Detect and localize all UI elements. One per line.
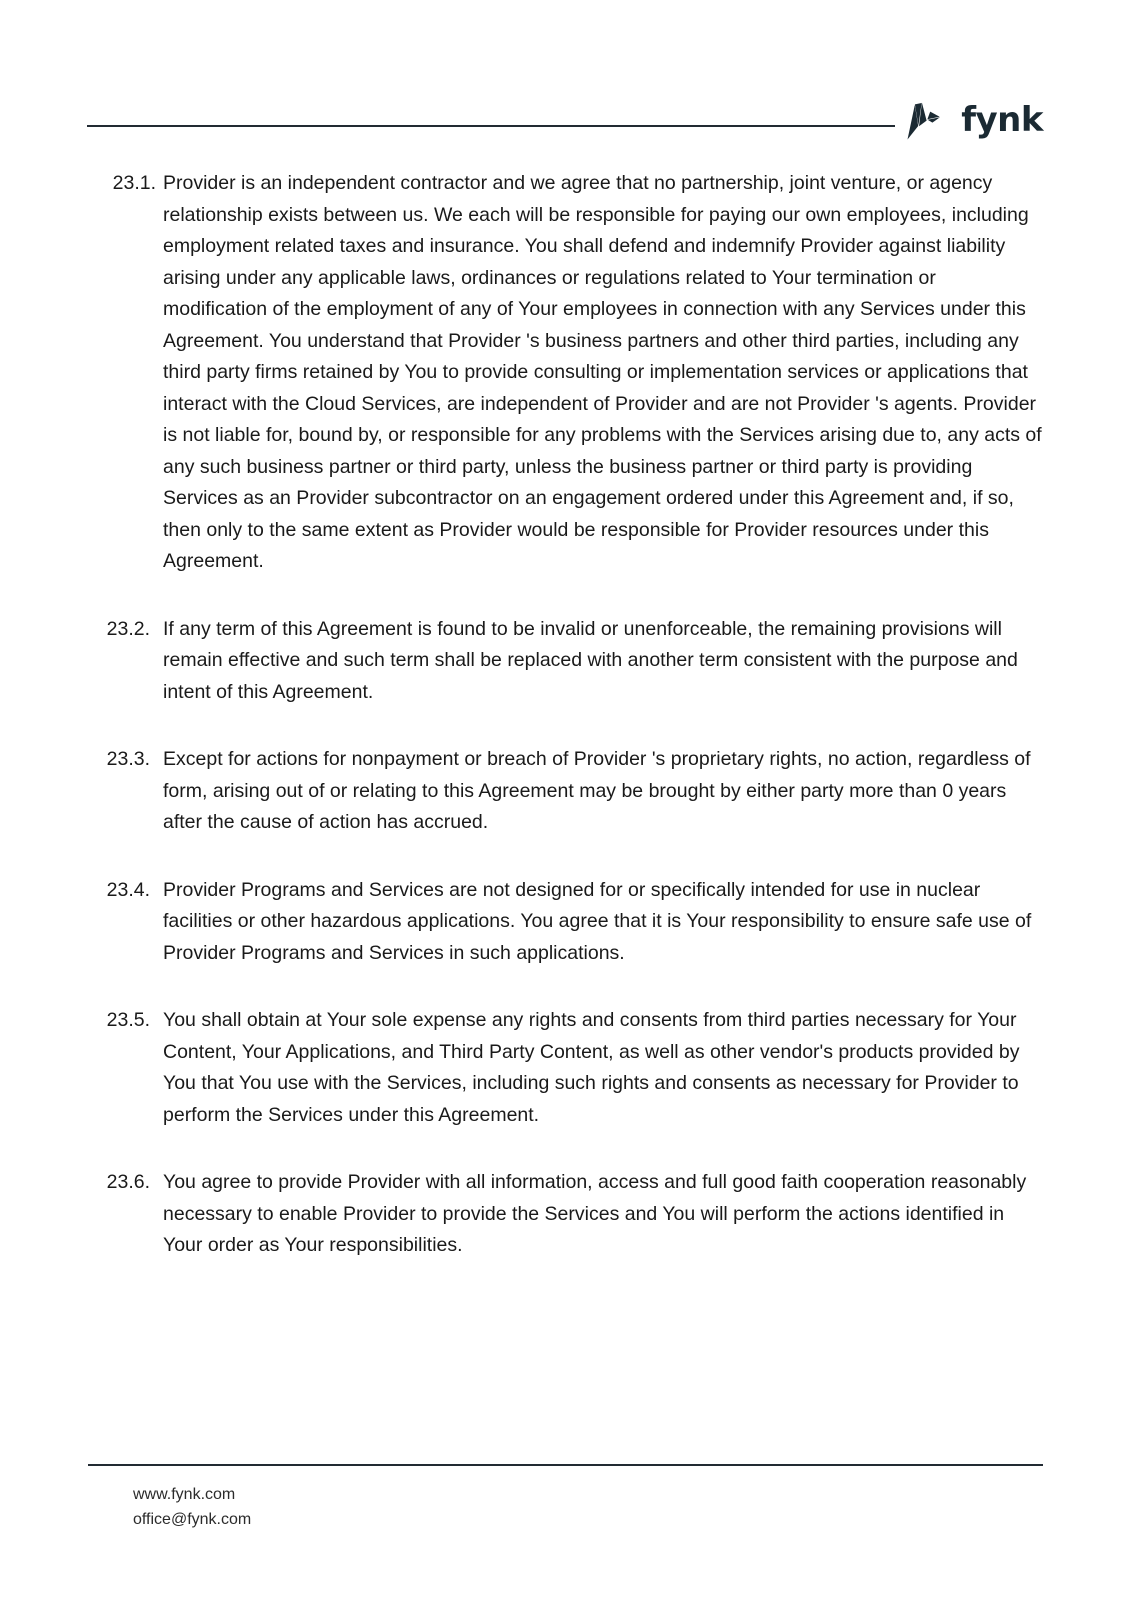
clause-number: 23.2. <box>106 617 150 640</box>
footer-divider <box>88 1464 1043 1466</box>
clause-text: Except for actions for nonpayment or breach of Provider 's proprietary rights, no action, regardless of form, arising out of or relating to this Agreement may be brought by either party more than 0 years after the cause of action has accrued. <box>163 748 1031 833</box>
brand-logo <box>893 98 1043 140</box>
clause-item <box>0 614 1131 709</box>
clause-text: Provider Programs and Services are not designed for or specifically intended for use in nuclear facilities or other hazardous applications. You agree that it is Your responsibility to ensure safe use of Provider Programs and Services in such applications. <box>163 878 1032 964</box>
header-divider <box>87 125 895 127</box>
clause-number: 23.1. <box>112 172 156 194</box>
page-header <box>0 0 1131 160</box>
clause-item <box>0 875 1131 970</box>
footer-website[interactable]: www.fynk.com <box>133 1486 236 1503</box>
footer-email[interactable]: office@fynk.com <box>133 1511 252 1528</box>
footer-contact <box>133 1482 251 1532</box>
clause-item <box>0 1167 1131 1262</box>
clause-text: You agree to provide Provider with all information, access and full good faith cooperation reasonably necessary to enable Provider to provide the Services and You will perform the actions identified in Your order as Your responsibilities. <box>163 1171 1027 1256</box>
clause-item <box>0 168 1131 578</box>
clause-text: You shall obtain at Your sole expense any rights and consents from third parties necessary for Your Content, Your Applications, and Third Party Content, as well as other vendor's products provided by You that You use with the Services, including such rights and consents as necessary for Provider to perform the Services under this Agreement. <box>163 1009 1020 1126</box>
clause-text: If any term of this Agreement is found to be invalid or unenforceable, the remaining provisions will remain effective and such term shall be replaced with another term consistent with the purpose and intent of this Agreement. <box>163 617 1018 703</box>
clause-number: 23.4. <box>106 878 150 901</box>
clause-text: Provider is an independent contractor and we agree that no partnership, joint venture, or agency relationship exists between us. We each will be responsible for paying our own employees, including employment related taxes and insurance. You shall defend and indemnify Provider against liability arising under any applicable laws, ordinances or regulations related to Your termination or modification of the employment of any of Your employees in connection with any Services under this Agreement. You understand that Provider 's business partners and other third parties, including any third party firms retained by You to provide consulting or implementation services or applications that interact with the Cloud Services, are independent of Provider and are not Provider 's agents. Provider is not liable for, bound by, or responsible for any problems with the Services arising due to, any acts of any such business partner or third party, unless the business partner or third party is providing Services as an Provider subcontractor on an engagement ordered under this Agreement and, if so, then only to the same extent as Provider would be responsible for Provider resources under this Agreement. <box>163 172 1042 572</box>
clause-item <box>0 1005 1131 1131</box>
origami-bird-logo-icon <box>893 98 951 140</box>
clause-item <box>0 744 1131 839</box>
clause-number: 23.5. <box>106 1009 150 1031</box>
page-footer <box>0 1440 1131 1600</box>
clause-number: 23.6. <box>106 1171 150 1193</box>
clause-list <box>0 168 1131 1298</box>
brand-wordmark: fynk <box>961 100 1043 140</box>
clause-number: 23.3. <box>106 748 150 770</box>
